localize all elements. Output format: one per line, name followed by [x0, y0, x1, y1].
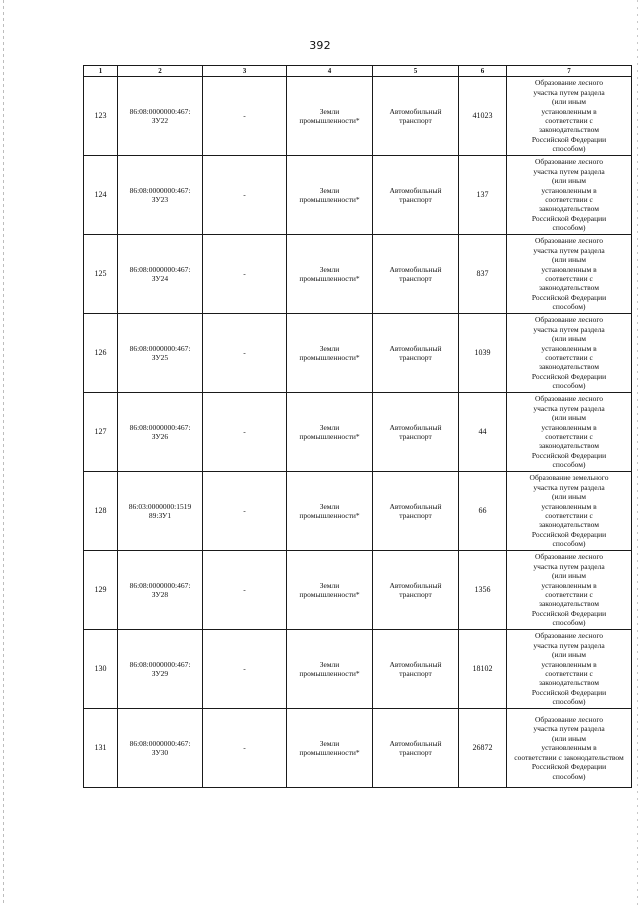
table-header-row [84, 66, 632, 77]
cadastral-number: 86:08:0000000:467: ЗУ24 [118, 235, 203, 314]
column-header: 1 [84, 66, 118, 77]
column-header: 3 [203, 66, 287, 77]
scan-right-edge [637, 0, 638, 905]
column-3-value: - [203, 393, 287, 472]
permitted-use: Автомобильный транспорт [373, 630, 459, 709]
table-row [84, 630, 632, 709]
column-header: 4 [287, 66, 373, 77]
row-number: 126 [84, 314, 118, 393]
permitted-use: Автомобильный транспорт [373, 235, 459, 314]
land-category: Земли промышленности* [287, 472, 373, 551]
cadastral-number: 86:03:0000000:1519 89:ЗУ1 [118, 472, 203, 551]
column-3-value: - [203, 630, 287, 709]
cadastral-number: 86:08:0000000:467: ЗУ28 [118, 551, 203, 630]
cadastral-number: 86:08:0000000:467: ЗУ29 [118, 630, 203, 709]
formation-method: Образование лесного участка путем раздела (или иным установленным в соответствии с законодательством Российской Федерации способом) [507, 393, 632, 472]
land-plots-table [83, 65, 632, 788]
table-row [84, 235, 632, 314]
cadastral-number: 86:08:0000000:467: ЗУ23 [118, 156, 203, 235]
area-value: 26872 [459, 709, 507, 788]
column-3-value: - [203, 235, 287, 314]
land-category: Земли промышленности* [287, 709, 373, 788]
row-number: 123 [84, 77, 118, 156]
formation-method: Образование лесного участка путем раздела (или иным установленным в соответствии с законодательством Российской Федерации способом) [507, 551, 632, 630]
cadastral-number: 86:08:0000000:467: ЗУ26 [118, 393, 203, 472]
area-value: 44 [459, 393, 507, 472]
formation-method: Образование лесного участка путем раздела (или иным установленным в соответствии с законодательством Российской Федерации способом) [507, 156, 632, 235]
land-category: Земли промышленности* [287, 393, 373, 472]
column-3-value: - [203, 314, 287, 393]
area-value: 837 [459, 235, 507, 314]
permitted-use: Автомобильный транспорт [373, 77, 459, 156]
row-number: 127 [84, 393, 118, 472]
row-number: 129 [84, 551, 118, 630]
cadastral-number: 86:08:0000000:467: ЗУ22 [118, 77, 203, 156]
permitted-use: Автомобильный транспорт [373, 551, 459, 630]
row-number: 124 [84, 156, 118, 235]
column-header: 7 [507, 66, 632, 77]
row-number: 130 [84, 630, 118, 709]
area-value: 66 [459, 472, 507, 551]
formation-method: Образование лесного участка путем раздела (или иным установленным в соответствии с законодательством Российской Федерации способом) [507, 77, 632, 156]
formation-method: Образование лесного участка путем раздела (или иным установленным в соответствии с законодательством Российской Федерации способом) [507, 235, 632, 314]
row-number: 128 [84, 472, 118, 551]
row-number: 131 [84, 709, 118, 788]
column-3-value: - [203, 77, 287, 156]
land-category: Земли промышленности* [287, 551, 373, 630]
land-category: Земли промышленности* [287, 77, 373, 156]
formation-method: Образование лесного участка путем раздела (или иным установленным в соответствии с законодательством Российской Федерации способом) [507, 709, 632, 788]
permitted-use: Автомобильный транспорт [373, 709, 459, 788]
column-header: 2 [118, 66, 203, 77]
area-value: 41023 [459, 77, 507, 156]
formation-method: Образование лесного участка путем раздела (или иным установленным в соответствии с законодательством Российской Федерации способом) [507, 630, 632, 709]
land-category: Земли промышленности* [287, 235, 373, 314]
table-row [84, 156, 632, 235]
area-value: 18102 [459, 630, 507, 709]
table-row [84, 551, 632, 630]
permitted-use: Автомобильный транспорт [373, 472, 459, 551]
scan-left-edge [3, 0, 4, 905]
column-3-value: - [203, 709, 287, 788]
area-value: 1356 [459, 551, 507, 630]
table-row [84, 709, 632, 788]
land-category: Земли промышленности* [287, 156, 373, 235]
cadastral-number: 86:08:0000000:467: ЗУ25 [118, 314, 203, 393]
formation-method: Образование земельного участка путем раздела (или иным установленным в соответствии с законодательством Российской Федерации способом) [507, 472, 632, 551]
table-row [84, 77, 632, 156]
permitted-use: Автомобильный транспорт [373, 156, 459, 235]
formation-method: Образование лесного участка путем раздела (или иным установленным в соответствии с законодательством Российской Федерации способом) [507, 314, 632, 393]
row-number: 125 [84, 235, 118, 314]
column-header: 6 [459, 66, 507, 77]
land-category: Земли промышленности* [287, 630, 373, 709]
table-row [84, 472, 632, 551]
column-3-value: - [203, 551, 287, 630]
permitted-use: Автомобильный транспорт [373, 393, 459, 472]
permitted-use: Автомобильный транспорт [373, 314, 459, 393]
area-value: 137 [459, 156, 507, 235]
land-category: Земли промышленности* [287, 314, 373, 393]
table-body [84, 77, 632, 788]
column-3-value: - [203, 156, 287, 235]
table-row [84, 314, 632, 393]
column-header: 5 [373, 66, 459, 77]
page-number: 392 [309, 39, 331, 52]
table-row [84, 393, 632, 472]
column-3-value: - [203, 472, 287, 551]
cadastral-number: 86:08:0000000:467: ЗУ30 [118, 709, 203, 788]
area-value: 1039 [459, 314, 507, 393]
